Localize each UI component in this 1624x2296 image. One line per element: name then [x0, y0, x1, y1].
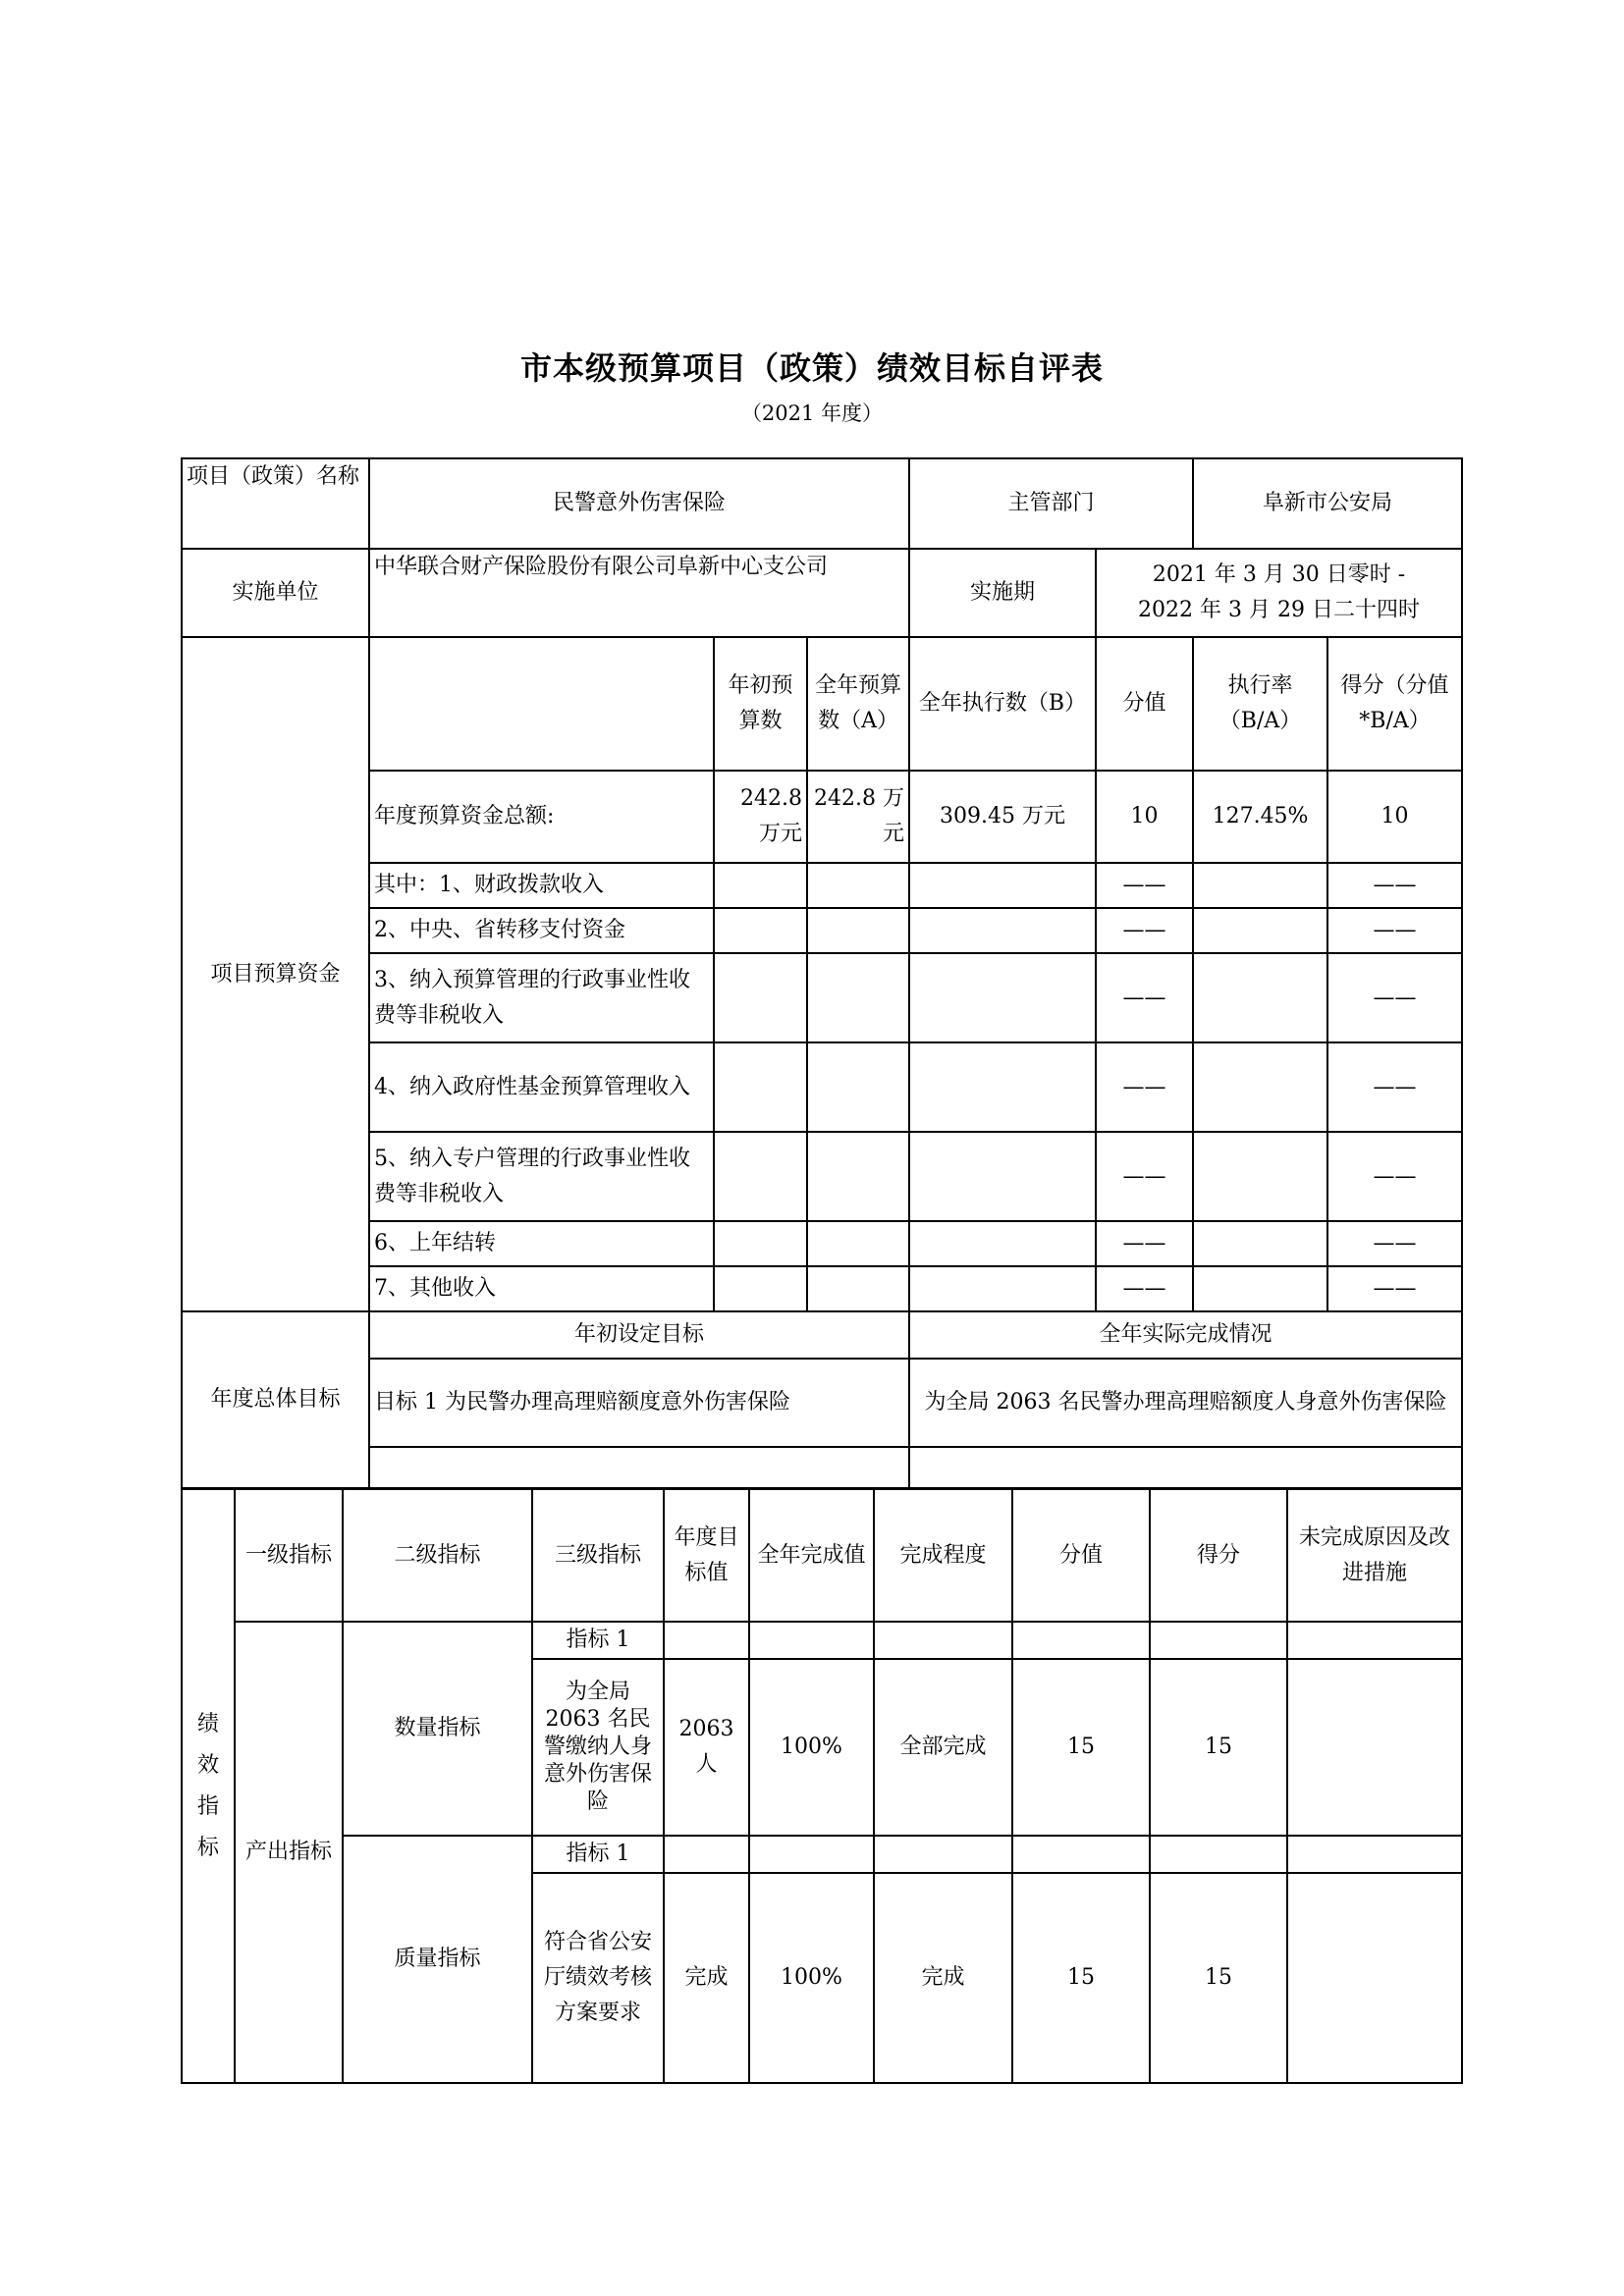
unit-label: 实施单位 — [182, 549, 369, 637]
goal-actual-blank — [909, 1447, 1462, 1488]
budget-row-label: 2、中央、省转移支付资金 — [369, 908, 714, 953]
budget-row-rate — [1193, 863, 1327, 908]
budget-row-annual — [807, 863, 909, 908]
quality-level2: 质量指标 — [343, 1836, 532, 2083]
budget-row-score: —— — [1327, 908, 1462, 953]
budget-row-exec — [909, 1221, 1096, 1266]
quality-degree: 完成 — [874, 1873, 1012, 2083]
indicators-section-label — [182, 1489, 235, 2083]
col-exec-rate: 执行率（B/A） — [1193, 637, 1327, 771]
page-title: 市本级预算项目（政策）绩效目标自评表 — [519, 349, 1104, 387]
budget-row-annual: 242.8 万元 — [807, 771, 909, 863]
col-score: 得分 — [1150, 1489, 1287, 1622]
quantity-blank — [749, 1622, 874, 1659]
budget-row-exec — [909, 863, 1096, 908]
goal-actual-text: 为全局 2063 名民警办理高理赔额度人身意外伤害保险 — [909, 1359, 1462, 1447]
budget-row-exec — [909, 1132, 1096, 1221]
budget-row-initial — [714, 1266, 807, 1311]
unit-value: 中华联合财产保险股份有限公司阜新中心支公司 — [369, 549, 909, 637]
budget-row-initial — [714, 1042, 807, 1132]
col-goal-set: 年初设定目标 — [369, 1311, 909, 1359]
quantity-indicator-label: 指标 1 — [532, 1622, 664, 1659]
budget-row-label: 6、上年结转 — [369, 1221, 714, 1266]
period-value — [1096, 549, 1462, 637]
quality-target: 完成 — [664, 1873, 749, 2083]
budget-row-rate — [1193, 908, 1327, 953]
col-value: 分值 — [1012, 1489, 1150, 1622]
budget-row-initial — [714, 1132, 807, 1221]
budget-row-value: —— — [1096, 1221, 1193, 1266]
quality-actual: 100% — [749, 1873, 874, 2083]
budget-row-rate — [1193, 1042, 1327, 1132]
budget-row-rate — [1193, 1221, 1327, 1266]
col-initial-budget: 年初预算数 — [714, 637, 807, 771]
col-level3: 三级指标 — [532, 1489, 664, 1622]
goals-section-label: 年度总体目标 — [182, 1311, 369, 1488]
quantity-blank — [1012, 1622, 1150, 1659]
col-target: 年度目标值 — [664, 1489, 749, 1622]
col-annual-exec: 全年执行数（B） — [909, 637, 1096, 771]
quantity-degree: 全部完成 — [874, 1659, 1012, 1836]
budget-row-annual — [807, 953, 909, 1042]
period-label: 实施期 — [909, 549, 1096, 637]
quality-score: 15 — [1150, 1873, 1287, 2083]
col-annual-budget: 全年预算数（A） — [807, 637, 909, 771]
budget-row-annual — [807, 1132, 909, 1221]
col-level2: 二级指标 — [343, 1489, 532, 1622]
quality-reason — [1287, 1873, 1462, 2083]
col-actual: 全年完成值 — [749, 1489, 874, 1622]
budget-row-label: 7、其他收入 — [369, 1266, 714, 1311]
quality-indicator-label: 指标 1 — [532, 1836, 664, 1873]
quality-blank — [1012, 1836, 1150, 1873]
quantity-level2: 数量指标 — [343, 1622, 532, 1836]
budget-row-value: —— — [1096, 1132, 1193, 1221]
col-degree: 完成程度 — [874, 1489, 1012, 1622]
budget-row-annual — [807, 1221, 909, 1266]
goal-text: 目标 1 为民警办理高理赔额度意外伤害保险 — [369, 1359, 909, 1447]
budget-row — [182, 1221, 1462, 1266]
budget-row-value: —— — [1096, 953, 1193, 1042]
budget-row-exec: 309.45 万元 — [909, 771, 1096, 863]
dept-value: 阜新市公安局 — [1193, 458, 1462, 549]
budget-row-label: 年度预算资金总额: — [369, 771, 714, 863]
indicators-section-text: 绩效指标 — [197, 1711, 220, 1860]
budget-row-value: —— — [1096, 908, 1193, 953]
budget-row-label: 3、纳入预算管理的行政事业性收费等非税收入 — [369, 953, 714, 1042]
budget-row-score: —— — [1327, 1042, 1462, 1132]
col-score-value: 分值 — [1096, 637, 1193, 771]
budget-row-rate — [1193, 1132, 1327, 1221]
col-level1: 一级指标 — [235, 1489, 343, 1622]
budget-row-initial — [714, 1221, 807, 1266]
budget-row-annual — [807, 1042, 909, 1132]
quality-value: 15 — [1012, 1873, 1150, 2083]
indicators-table — [181, 1488, 1463, 2084]
budget-row-exec — [909, 1266, 1096, 1311]
budget-row-annual — [807, 1266, 909, 1311]
budget-row — [182, 863, 1462, 908]
budget-row-score: 10 — [1327, 771, 1462, 863]
year-subtitle: （2021 年度） — [740, 401, 884, 425]
quality-level3: 符合省公安厅绩效考核方案要求 — [532, 1873, 664, 2083]
dept-label: 主管部门 — [909, 458, 1193, 549]
project-name-value: 民警意外伤害保险 — [369, 458, 909, 549]
budget-row-initial — [714, 908, 807, 953]
quantity-level3: 为全局 2063 名民警缴纳人身意外伤害保险 — [532, 1659, 664, 1836]
budget-row-score: —— — [1327, 1221, 1462, 1266]
quantity-value: 15 — [1012, 1659, 1150, 1836]
budget-row-value: —— — [1096, 1266, 1193, 1311]
budget-row-annual — [807, 908, 909, 953]
budget-row — [182, 908, 1462, 953]
quantity-score: 15 — [1150, 1659, 1287, 1836]
quality-blank — [1287, 1836, 1462, 1873]
budget-row-exec — [909, 953, 1096, 1042]
quantity-blank — [664, 1622, 749, 1659]
budget-row — [182, 953, 1462, 1042]
period-line-1: 2021 年 3 月 30 日零时 - — [1152, 562, 1406, 587]
budget-row-exec — [909, 908, 1096, 953]
budget-row-initial: 242.8 万元 — [714, 771, 807, 863]
budget-row-rate — [1193, 953, 1327, 1042]
budget-row-label: 5、纳入专户管理的行政事业性收费等非税收入 — [369, 1132, 714, 1221]
quantity-blank — [1287, 1622, 1462, 1659]
quality-blank — [1150, 1836, 1287, 1873]
goal-blank — [369, 1447, 909, 1488]
budget-row — [182, 771, 1462, 863]
quantity-reason — [1287, 1659, 1462, 1836]
budget-row — [182, 1266, 1462, 1311]
quantity-blank — [1150, 1622, 1287, 1659]
col-reason: 未完成原因及改进措施 — [1287, 1489, 1462, 1622]
budget-row-value: —— — [1096, 863, 1193, 908]
budget-row-value: —— — [1096, 1042, 1193, 1132]
budget-section-label: 项目预算资金 — [182, 637, 369, 1311]
budget-row-initial — [714, 953, 807, 1042]
quality-blank — [874, 1836, 1012, 1873]
col-score: 得分（分值*B/A） — [1327, 637, 1462, 771]
period-line-2: 2022 年 3 月 29 日二十四时 — [1138, 598, 1420, 622]
level1-output: 产出指标 — [235, 1622, 343, 2083]
budget-row-rate — [1193, 1266, 1327, 1311]
quantity-target: 2063 人 — [664, 1659, 749, 1836]
budget-row-score: —— — [1327, 1266, 1462, 1311]
project-name-label: 项目（政策）名称 — [182, 458, 369, 549]
budget-row-value: 10 — [1096, 771, 1193, 863]
budget-row-score: —— — [1327, 953, 1462, 1042]
col-goal-actual: 全年实际完成情况 — [909, 1311, 1462, 1359]
budget-row-score: —— — [1327, 1132, 1462, 1221]
budget-row-score: —— — [1327, 863, 1462, 908]
budget-row-rate: 127.45% — [1193, 771, 1327, 863]
quality-blank — [749, 1836, 874, 1873]
budget-row-initial — [714, 863, 807, 908]
quantity-actual: 100% — [749, 1659, 874, 1836]
budget-header-blank — [369, 637, 714, 771]
budget-row-label: 4、纳入政府性基金预算管理收入 — [369, 1042, 714, 1132]
self-evaluation-table — [181, 457, 1463, 1489]
budget-row — [182, 1042, 1462, 1132]
quality-blank — [664, 1836, 749, 1873]
budget-row — [182, 1132, 1462, 1221]
quantity-blank — [874, 1622, 1012, 1659]
budget-row-exec — [909, 1042, 1096, 1132]
budget-row-label: 其中：1、财政拨款收入 — [369, 863, 714, 908]
